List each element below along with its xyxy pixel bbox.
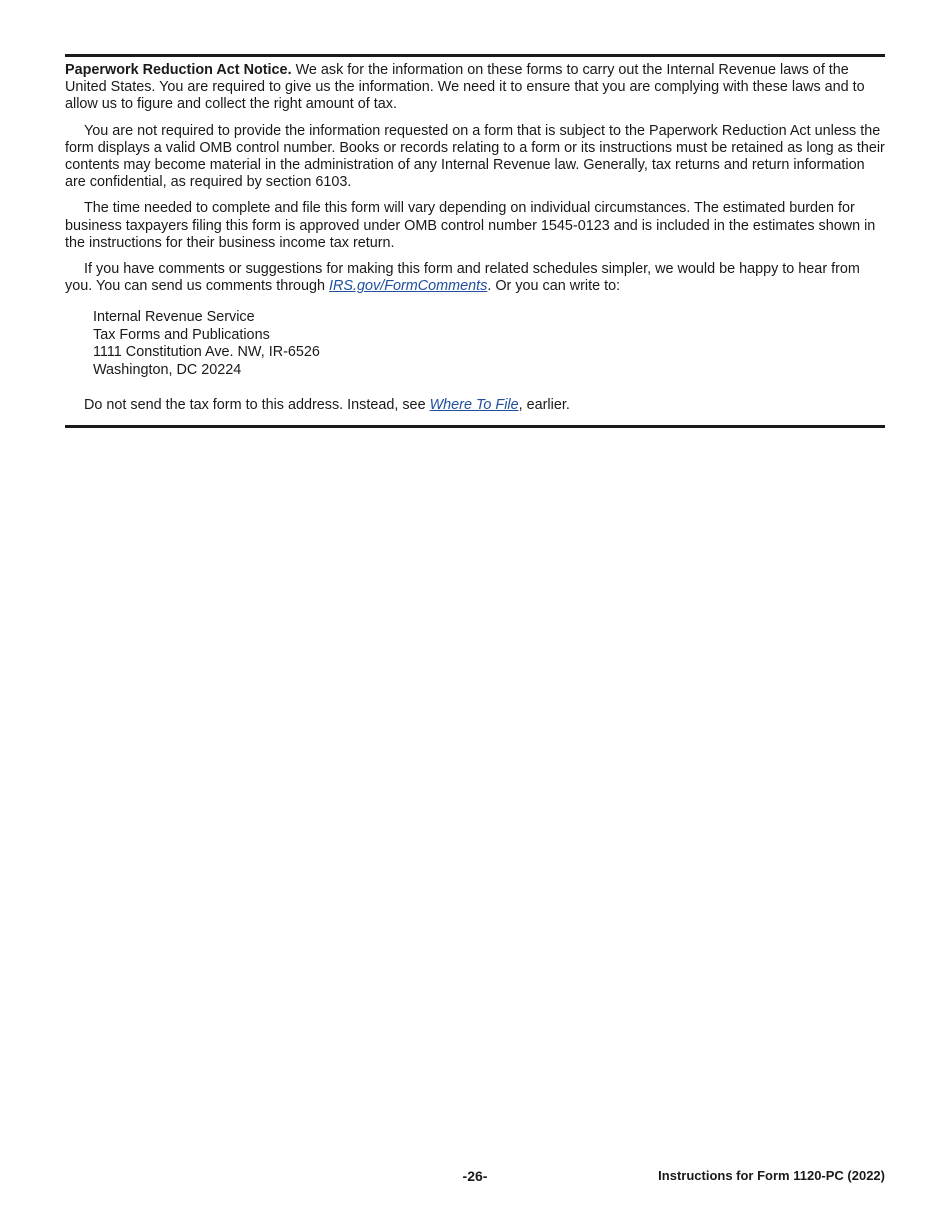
where-to-file-link[interactable]: Where To File bbox=[429, 397, 519, 414]
notice-paragraph-do-not-send bbox=[65, 397, 885, 414]
comments-text-before: If you have comments or suggestions for making this form and related schedules simpler, we would be happy to hear from you. You can send us comments through bbox=[65, 261, 860, 295]
form-comments-link[interactable]: IRS.gov/FormComments bbox=[329, 278, 488, 295]
document-title: Instructions for Form 1120-PC (2022) bbox=[658, 1168, 885, 1183]
notice-intro-text: We ask for the information on these forms to carry out the Internal Revenue laws of the United States. You are required to give us the information. We need it to ensure that you are complying with these laws and to allow us to figure and collect the right amount of tax. bbox=[65, 62, 865, 113]
paperwork-reduction-act-notice bbox=[65, 54, 885, 423]
address-line: 1111 Constitution Ave. NW, IR-6526 bbox=[93, 344, 320, 361]
notice-paragraph-burden: The time needed to complete and file this form will vary depending on individual circumstances. The estimated burden for business taxpayers filing this form is approved under OMB control number 1545-0123 and is included in the estimates shown in the instructions for their business income tax return. bbox=[65, 200, 876, 251]
address-line: Tax Forms and Publications bbox=[93, 326, 270, 343]
do-not-send-text-after: , earlier. bbox=[518, 397, 570, 414]
notice-heading: Paperwork Reduction Act Notice. bbox=[65, 62, 292, 78]
notice-paragraph-intro bbox=[65, 62, 885, 114]
page-number: -26- bbox=[462, 1168, 488, 1184]
notice-paragraph-omb: You are not required to provide the information requested on a form that is subject to the Paperwork Reduction Act unless the form displays a valid OMB control number. Books or records relating to a form or its instructions must be retained as long as their contents may become material in the administration of any Internal Revenue law. Generally, tax returns and return information are confidential, as required by section 6103. bbox=[65, 122, 885, 191]
notice-paragraph-comments bbox=[65, 261, 885, 295]
address-line: Internal Revenue Service bbox=[93, 309, 255, 326]
comments-text-after: . Or you can write to: bbox=[487, 278, 621, 295]
notice-bottom-rule bbox=[65, 425, 885, 428]
address-line: Washington, DC 20224 bbox=[93, 361, 242, 378]
mailing-address bbox=[93, 309, 885, 379]
do-not-send-text-before: Do not send the tax form to this address. Instead, see bbox=[84, 397, 430, 414]
